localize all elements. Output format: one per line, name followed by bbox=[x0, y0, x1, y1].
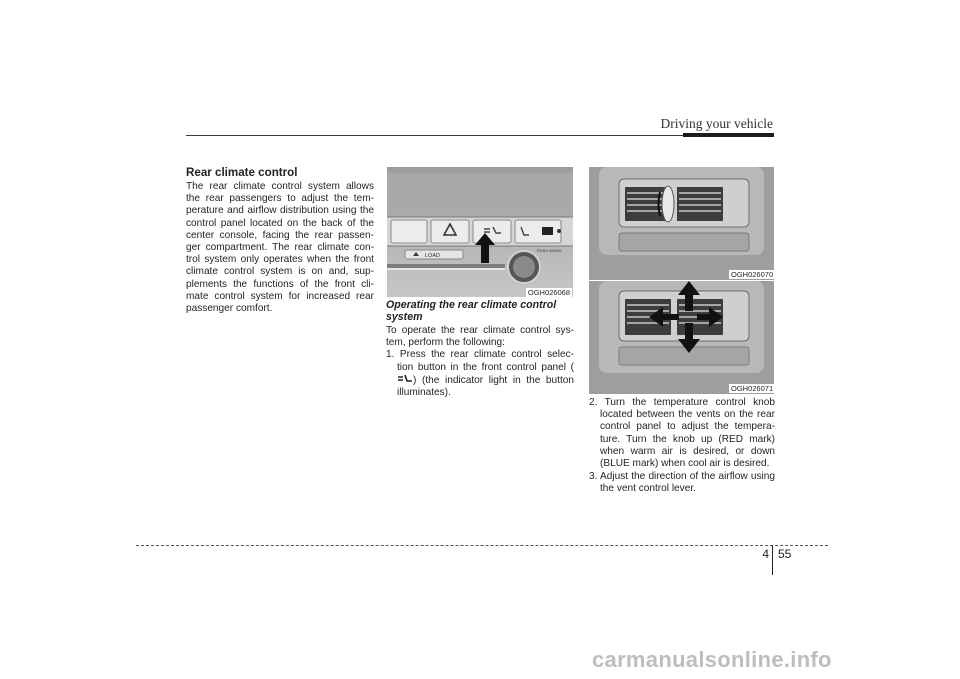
figure-code-label: OGH026068 bbox=[527, 288, 570, 297]
watermark: carmanualsonline.info bbox=[592, 647, 832, 672]
step-text-cont: ) (the indicator light in the button illuminates). bbox=[397, 374, 574, 399]
section-heading: Rear climate control bbox=[186, 166, 298, 179]
middle-column-text bbox=[386, 325, 574, 399]
step-number: 2. bbox=[589, 397, 598, 408]
intro-paragraph: The rear climate control system allows the rear passengers to adjust the tem-perature and airflow distribution using the control panel located on the back of the center console, facing the rear passen-ger compartment. The rear climate con-trol system only operates when the front climate control system is on and, sup-plements the functions of the front cli-mate control system for increased rear passenger comfort. bbox=[186, 181, 374, 315]
rear-vents-illustration bbox=[589, 167, 774, 280]
step-2 bbox=[589, 397, 775, 470]
push-audio-label: PUSH AUDIO bbox=[537, 248, 562, 253]
page-number: 55 bbox=[778, 547, 792, 561]
figure-code-label: OGH026070 bbox=[731, 270, 774, 279]
figure-code-label: OGH026071 bbox=[731, 384, 774, 393]
rear-climate-seat-icon bbox=[397, 375, 413, 386]
step-text: Adjust the direction of the airflow using the vent control lever. bbox=[600, 471, 775, 495]
figure-rear-vents bbox=[589, 167, 774, 280]
chapter-number: 4 bbox=[762, 547, 769, 561]
step-3 bbox=[589, 471, 775, 495]
subheading: Operating the rear climate control system bbox=[386, 299, 557, 323]
figure-vent-direction bbox=[589, 281, 774, 394]
step-number: 3. bbox=[589, 471, 598, 483]
running-header: Driving your vehicle bbox=[660, 116, 773, 131]
step-number: 1. bbox=[386, 349, 395, 361]
header-accent-bar bbox=[683, 133, 774, 137]
front-panel-illustration bbox=[387, 167, 573, 297]
steps-intro: To operate the rear climate control sys-tem, perform the following: bbox=[386, 325, 574, 349]
step-1 bbox=[386, 349, 574, 399]
vent-direction-illustration bbox=[589, 281, 774, 394]
footer-rule bbox=[136, 545, 828, 546]
right-column-text bbox=[589, 397, 775, 497]
load-label: LOAD bbox=[425, 253, 440, 259]
step-text: Press the rear climate control selec-tion button in the front control panel ( bbox=[397, 349, 574, 373]
step-text: Turn the temperature control knob located between the vents on the rear control panel to adjust the tempera-ture. Turn the knob up (RED mark) when warm air is desired, or down (BLUE mark) when cool air is desired. bbox=[600, 397, 776, 470]
figure-front-panel bbox=[387, 167, 573, 297]
footer-divider bbox=[772, 545, 773, 575]
